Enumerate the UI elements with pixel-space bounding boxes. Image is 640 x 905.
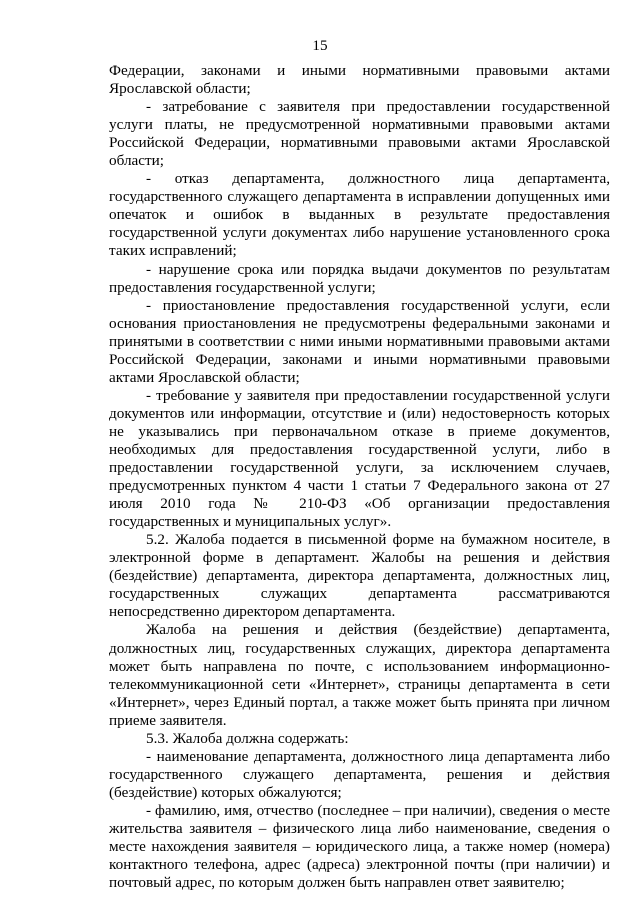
page-number: 15 xyxy=(312,37,328,54)
paragraph: Жалоба на решения и действия (бездействие) департамента, должностных лиц, государственных служащих, директора департамента может быть направлена по почте, с использованием информационно-телекоммуникационной сети «Интернет», страницы департамента в сети «Интернет», через Единый портал, а также может быть принята при личном приеме заявителя. xyxy=(109,621,610,729)
paragraph: - требование у заявителя при предоставлении государственной услуги документов или информации, отсутствие и (или) недостоверность которых не указывались при первоначальном отказе в приеме документов, необходимых для предоставления государственной услуги, либо в предоставлении государственной услуги, за исключением случаев, предусмотренных пунктом 4 части 1 статьи 7 Федерального закона от 27 июля 2010 года № 210-ФЗ «Об организации предоставления государственных и муниципальных услуг». xyxy=(109,386,610,531)
paragraph: 5.2. Жалоба подается в письменной форме на бумажном носителе, в электронной форме в департамент. Жалобы на решения и действия (бездействие) департамента, директора департамента, должностных лиц, государственных служащих департамента рассматриваются непосредственно директором департамента. xyxy=(109,531,610,621)
document-body xyxy=(109,62,610,892)
paragraph: - фамилию, имя, отчество (последнее – при наличии), сведения о месте жительства заявителя – физического лица либо наименование, сведения о месте нахождения заявителя – юридического лица, а также номер (номера) контактного телефона, адрес (адреса) электронной почты (при наличии) и почтовый адрес, по которым должен быть направлен ответ заявителю; xyxy=(109,801,610,892)
paragraph: - затребование с заявителя при предоставлении государственной услуги платы, не предусмотренной нормативными правовыми актами Российской Федерации, нормативными правовыми актами Ярославской области; xyxy=(109,98,610,170)
paragraph: Федерации, законами и иными нормативными правовыми актами Ярославской области; xyxy=(109,62,610,98)
paragraph: 5.3. Жалоба должна содержать: xyxy=(146,729,349,747)
paragraph: - отказ департамента, должностного лица департамента, государственного служащего департамента в исправлении допущенных ими опечаток и ошибок в выданных в результате предоставления государственной услуги документах либо нарушение установленного срока таких исправлений; xyxy=(109,170,610,260)
paragraph: - наименование департамента, должностного лица департамента либо государственного служащего департамента, решения и действия (бездействие) которых обжалуются; xyxy=(109,747,610,801)
paragraph: - приостановление предоставления государственной услуги, если основания приостановления не предусмотрены федеральными законами и принятыми в соответствии с ними иными нормативными правовыми актами Российской Федерации, законами и иными нормативными правовыми актами Ярославской области; xyxy=(109,296,610,386)
paragraph: - нарушение срока или порядка выдачи документов по результатам предоставления государственной услуги; xyxy=(109,260,610,296)
